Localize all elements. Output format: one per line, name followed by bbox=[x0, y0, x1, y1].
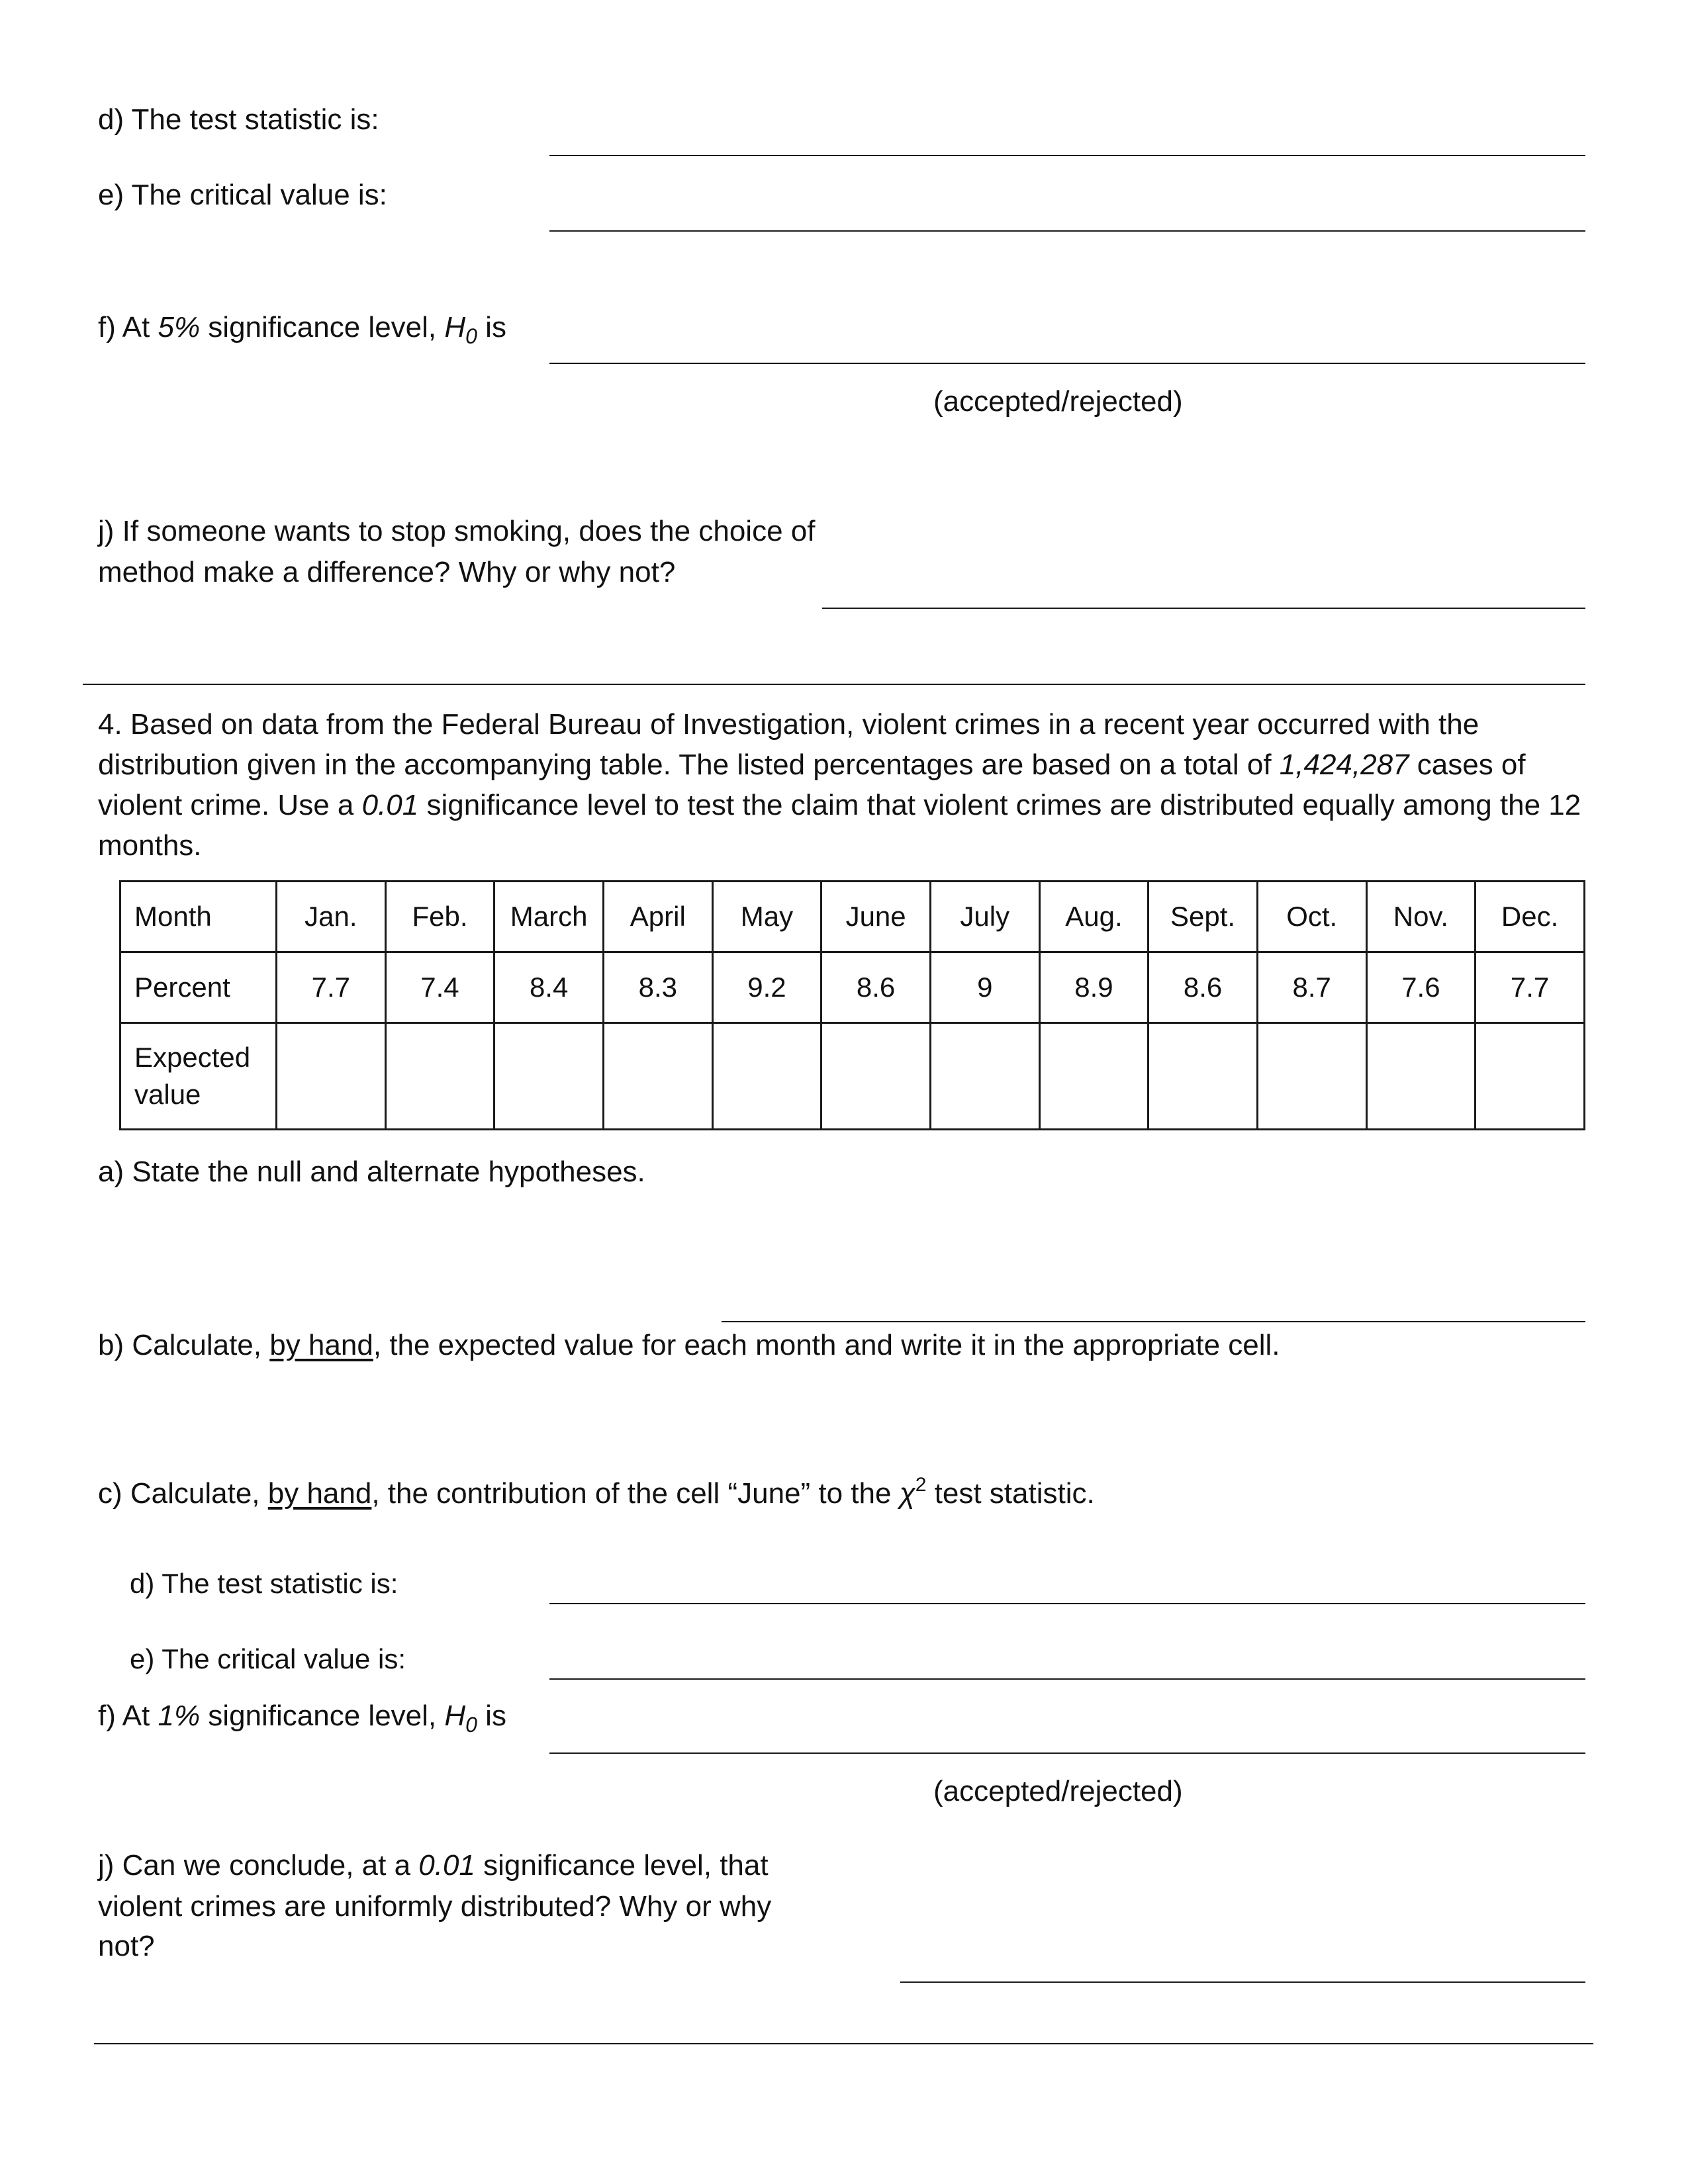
q4-e-answer-line[interactable] bbox=[549, 1678, 1585, 1680]
q3-f-label: f) At 5% significance level, $H_0$ is bbox=[98, 311, 506, 348]
expected-value-cell[interactable] bbox=[494, 1023, 604, 1130]
q4-d-label: d) The test statistic is: bbox=[130, 1568, 399, 1599]
month-cell: June bbox=[821, 882, 931, 952]
month-cell: Dec. bbox=[1476, 882, 1585, 952]
q4-c-emphasis: by hand bbox=[267, 1477, 372, 1510]
section-divider bbox=[83, 684, 1585, 685]
percent-cell: 9 bbox=[930, 952, 1039, 1023]
expected-value-cell[interactable] bbox=[712, 1023, 821, 1130]
month-cell: March bbox=[494, 882, 604, 952]
q4-f-answer-line[interactable] bbox=[549, 1752, 1585, 1754]
percent-cell: 7.7 bbox=[277, 952, 386, 1023]
expected-value-cell[interactable] bbox=[821, 1023, 931, 1130]
percent-cell: 8.9 bbox=[1039, 952, 1149, 1023]
month-cell: Feb. bbox=[385, 882, 494, 952]
q3-e-label: e) The critical value is: bbox=[98, 179, 387, 211]
q4-j-line1: j) Can we conclude, at a 0.01 significance level, that bbox=[98, 1849, 769, 1882]
expected-value-cell[interactable] bbox=[277, 1023, 386, 1130]
expected-value-cell[interactable] bbox=[1366, 1023, 1476, 1130]
expected-value-cell[interactable] bbox=[603, 1023, 712, 1130]
month-cell: Jan. bbox=[277, 882, 386, 952]
month-cell: Nov. bbox=[1366, 882, 1476, 952]
month-cell: July bbox=[930, 882, 1039, 952]
month-cell: Aug. bbox=[1039, 882, 1149, 952]
percent-cell: 7.7 bbox=[1476, 952, 1585, 1023]
q4-j-line2: violent crimes are uniformly distributed? Why or why bbox=[98, 1890, 772, 1923]
q3-f-hint: (accepted/rejected) bbox=[933, 385, 1183, 418]
q3-e-answer-line[interactable] bbox=[549, 230, 1585, 232]
q4-f-hint: (accepted/rejected) bbox=[933, 1775, 1183, 1807]
row-label-expected: Expected value bbox=[120, 1023, 277, 1130]
q4-d-answer-line[interactable] bbox=[549, 1603, 1585, 1604]
month-cell: April bbox=[603, 882, 712, 952]
expected-value-cell[interactable] bbox=[1149, 1023, 1258, 1130]
expected-value-cell[interactable] bbox=[385, 1023, 494, 1130]
percent-cell: 8.7 bbox=[1257, 952, 1366, 1023]
q4-j-answer-line-2[interactable] bbox=[94, 2043, 1593, 2044]
q3-j-line2: method make a difference? Why or why not? bbox=[98, 556, 676, 588]
q4-f-level: 1% bbox=[158, 1700, 201, 1732]
q3-j-answer-line[interactable] bbox=[822, 608, 1585, 609]
month-cell: May bbox=[712, 882, 821, 952]
month-cell: Oct. bbox=[1257, 882, 1366, 952]
q3-j-line1: j) If someone wants to stop smoking, does the choice of bbox=[98, 515, 816, 547]
chi-symbol: χ bbox=[899, 1477, 915, 1510]
q4-total-cases: 1,424,287 bbox=[1279, 749, 1409, 781]
q4-intro: 4. Based on data from the Federal Bureau of Investigation, violent crimes in a recent year occurred with the distribution given in the accompanying table. The listed percentages are based on a total of 1,424,287 cases of violent crime. Use a 0.01 significance level to test the claim that violent crimes are distributed equally among the 12 months. bbox=[98, 708, 1581, 862]
q4-b-emphasis: by hand bbox=[269, 1329, 373, 1361]
row-label-month: Month bbox=[120, 882, 277, 952]
table-row-percent bbox=[120, 952, 1585, 1023]
q4-e-label: e) The critical value is: bbox=[130, 1643, 406, 1674]
row-label-percent: Percent bbox=[120, 952, 277, 1023]
expected-value-cell[interactable] bbox=[930, 1023, 1039, 1130]
q4-j-answer-line[interactable] bbox=[900, 1981, 1585, 1983]
table-row-month bbox=[120, 882, 1585, 952]
percent-cell: 8.6 bbox=[821, 952, 931, 1023]
q4-b-label: b) Calculate, by hand, the expected value for each month and write it in the appropriate cell. bbox=[98, 1329, 1280, 1361]
table-row-expected bbox=[120, 1023, 1585, 1130]
expected-value-cell[interactable] bbox=[1476, 1023, 1585, 1130]
q3-d-answer-line[interactable] bbox=[549, 155, 1585, 156]
q4-a-answer-line[interactable] bbox=[722, 1321, 1585, 1322]
q4-a-label: a) State the null and alternate hypotheses. bbox=[98, 1156, 645, 1188]
expected-value-cell[interactable] bbox=[1039, 1023, 1149, 1130]
percent-cell: 9.2 bbox=[712, 952, 821, 1023]
percent-cell: 8.6 bbox=[1149, 952, 1258, 1023]
q3-d-label: d) The test statistic is: bbox=[98, 103, 379, 136]
q4-f-label: f) At 1% significance level, $H_0$ is bbox=[98, 1700, 506, 1737]
month-cell: Sept. bbox=[1149, 882, 1258, 952]
q3-f-level: 5% bbox=[158, 311, 201, 343]
q4-j-line3: not? bbox=[98, 1930, 155, 1962]
q4-level: 0.01 bbox=[361, 789, 419, 821]
q3-f-answer-line[interactable] bbox=[549, 363, 1585, 364]
expected-value-cell[interactable] bbox=[1257, 1023, 1366, 1130]
percent-cell: 8.4 bbox=[494, 952, 604, 1023]
percent-cell: 8.3 bbox=[603, 952, 712, 1023]
percent-cell: 7.6 bbox=[1366, 952, 1476, 1023]
percent-cell: 7.4 bbox=[385, 952, 494, 1023]
crime-distribution-table bbox=[119, 880, 1585, 1130]
q4-c-label: c) Calculate, by hand, the contribution of the cell “June” to the $\chi^2$ test statistic. bbox=[98, 1474, 1095, 1510]
q4-j-level: 0.01 bbox=[418, 1849, 475, 1882]
